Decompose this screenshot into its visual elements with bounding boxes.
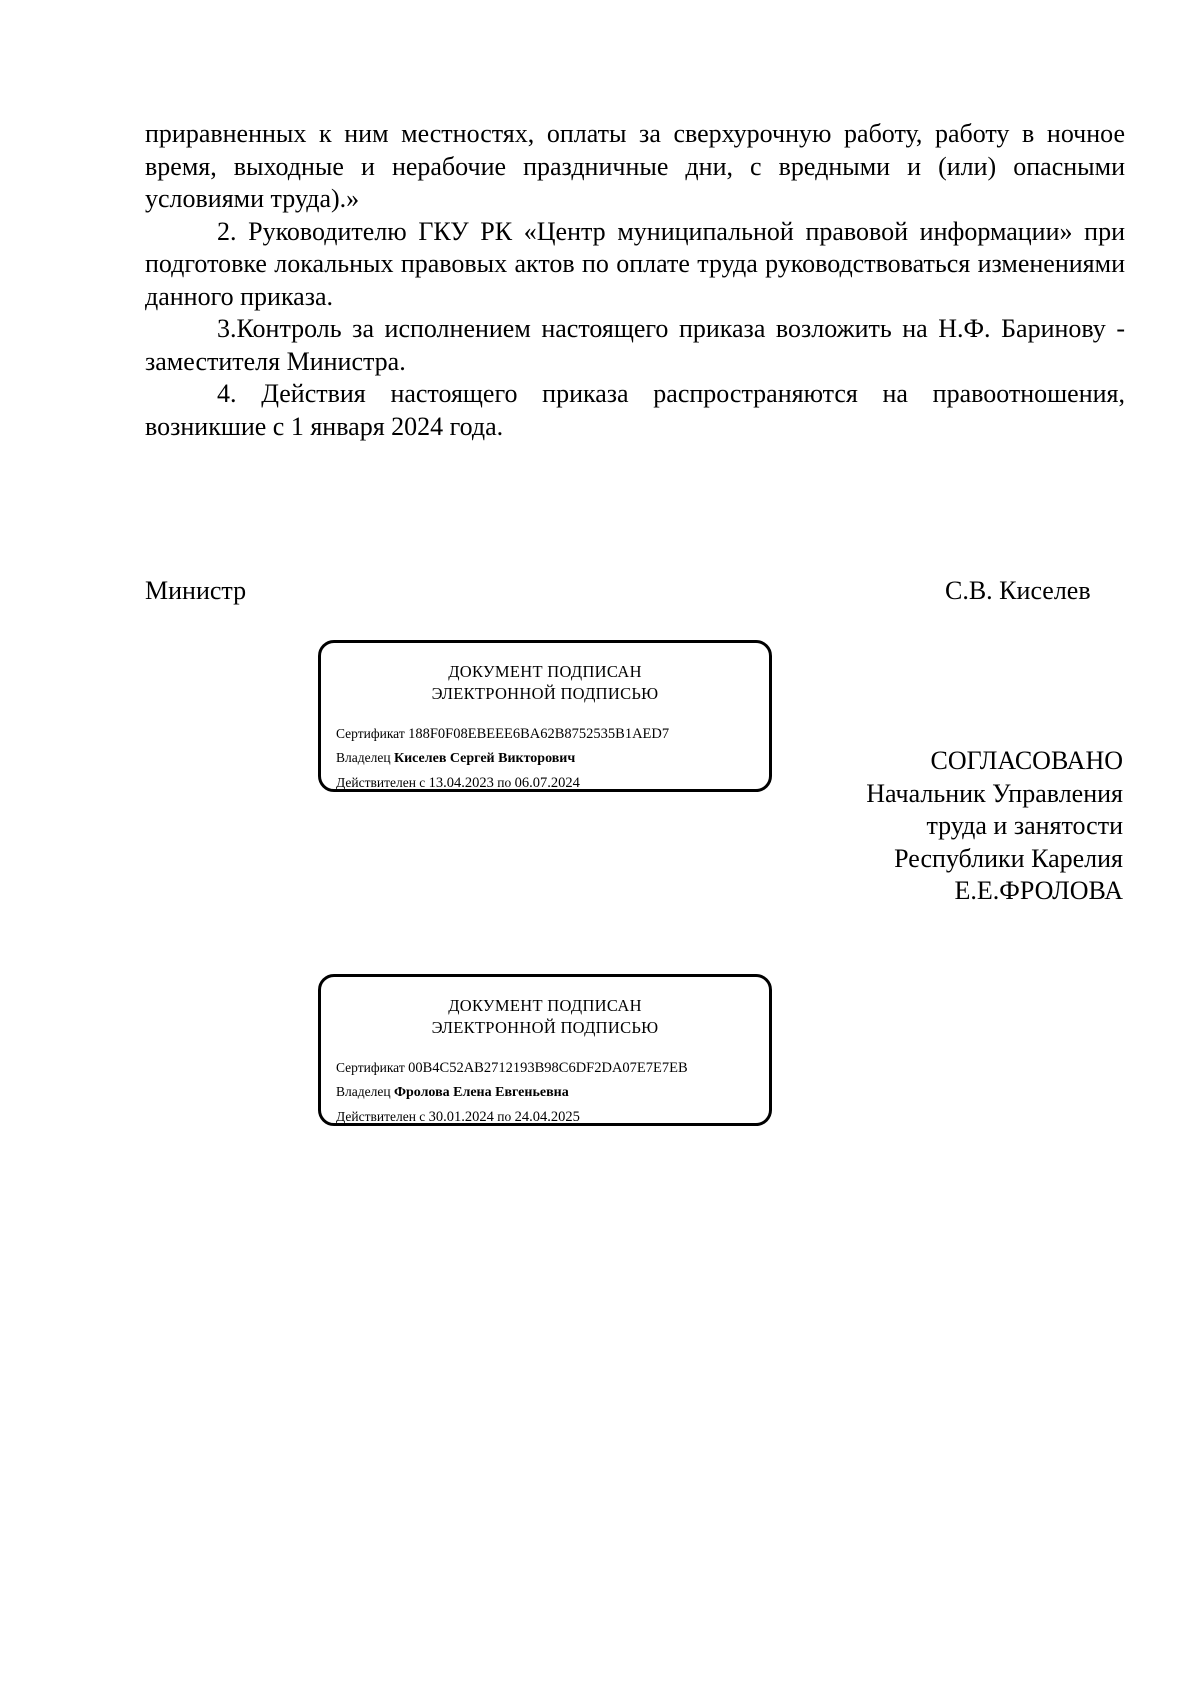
stamp-validity-row [336,771,761,795]
validity-to-label: по [497,775,512,790]
approval-block [866,745,1123,908]
validity-to: 06.07.2024 [514,775,580,791]
certificate-label: Сертификат [336,726,405,741]
order-item-4: 4. Действия настоящего приказа распространяются на правоотношения, возникшие с 1 января 2024 года. [145,379,1125,441]
owner-value: Фролова Елена Евгеньевна [393,1085,569,1100]
certificate-value: 00B4C52AB2712193B98C6DF2DA07E7E7EB [408,1060,688,1076]
order-item-3: 3.Контроль за исполнением настоящего приказа возложить на Н.Ф. Баринову - заместителя Министра. [145,314,1125,376]
stamp-details [336,1056,761,1129]
order-body [145,118,1125,443]
validity-from: 30.01.2024 [428,1109,494,1125]
certificate-value: 188F0F08EBEEE6BA62B8752535B1AED7 [408,726,670,742]
validity-label: Действителен с [336,1109,426,1124]
stamp-heading [321,661,769,705]
owner-value: Киселев Сергей Викторович [393,751,576,766]
stamp-validity-row [336,1105,761,1129]
stamp-heading-line2: ЭЛЕКТРОННОЙ ПОДПИСЬЮ [431,1018,659,1037]
owner-label: Владелец [336,1084,391,1099]
validity-to: 24.04.2025 [514,1109,580,1125]
stamp-certificate-row [336,722,761,746]
approval-position-line1: Начальник Управления [866,778,1123,808]
validity-to-label: по [497,1109,512,1124]
stamp-owner-row [336,746,761,771]
approval-heading: СОГЛАСОВАНО [930,746,1123,775]
order-item-2: 2. Руководителю ГКУ РК «Центр муниципальной правовой информации» при подготовке локальных правовых актов по оплате труда руководствоваться изменениями данного приказа. [145,216,1125,311]
validity-label: Действителен с [336,775,426,790]
stamp-owner-row [336,1080,761,1105]
stamp-heading-line2: ЭЛЕКТРОННОЙ ПОДПИСЬЮ [431,684,659,703]
e-signature-stamp-minister [318,640,772,792]
approval-name: Е.Е.ФРОЛОВА [954,876,1123,905]
e-signature-stamp-approver [318,974,772,1126]
paragraph-continuation: приравненных к ним местностях, оплаты за сверхурочную работу, работу в ночное время, выходные и нерабочие праздничные дни, с вредными и (или) опасными условиями труда).» [145,119,1125,213]
stamp-certificate-row [336,1056,761,1080]
approval-position-line3: Республики Карелия [894,843,1123,873]
validity-from: 13.04.2023 [428,775,494,791]
approval-position-line2: труда и занятости [926,811,1123,840]
stamp-heading-line1: ДОКУМЕНТ ПОДПИСАН [448,996,642,1015]
stamp-heading-line1: ДОКУМЕНТ ПОДПИСАН [448,662,642,681]
stamp-details [336,722,761,795]
certificate-label: Сертификат [336,1060,405,1075]
owner-label: Владелец [336,750,391,765]
stamp-heading [321,995,769,1039]
signatory-title: Министр [145,576,247,605]
signatory-name: С.В. Киселев [945,576,1091,605]
